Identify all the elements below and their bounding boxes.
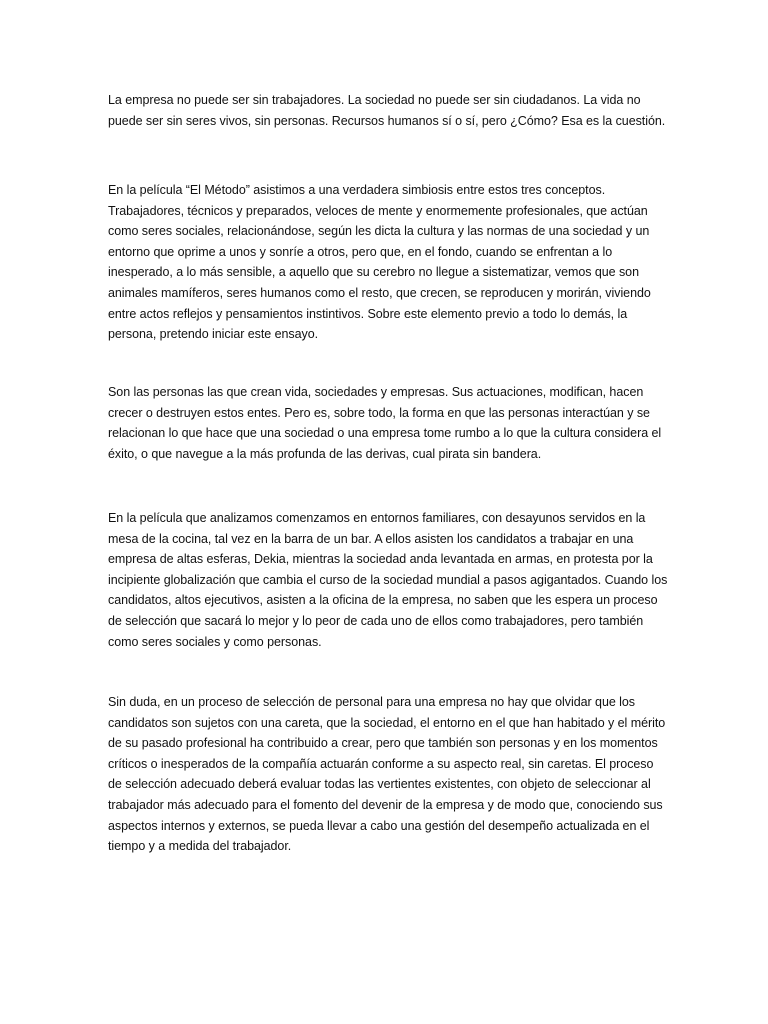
paragraph-1: La empresa no puede ser sin trabajadores. La sociedad no puede ser sin ciudadanos. La vida no puede ser sin seres vivos, sin personas. Recursos humanos sí o sí, pero ¿Cómo? Esa es la cuestión.: [108, 93, 666, 128]
paragraph-5: Sin duda, en un proceso de selección de personal para una empresa no hay que olvidar que los candidatos son sujetos con una careta, que la sociedad, el entorno en el que han habitado y el mérito de su pasado profesional ha contribuido a crear, pero que también son personas y en los momentos críticos o inesperados de la compañía actuarán conforme a su aspecto real, sin caretas. El proceso de selección adecuado deberá evaluar todas las vertientes existentes, con objeto de seleccionar al trabajador más adecuado para el fomento del devenir de la empresa y de modo que, conociendo sus aspectos internos y externos, se pueda llevar a cabo una gestión del desempeño actualizada en el tiempo y a medida del trabajador.: [108, 695, 666, 854]
paragraph-2: En la película “El Método” asistimos a una verdadera simbiosis entre estos tres conceptos. Trabajadores, técnicos y preparados, veloces de mente y enormemente profesionales, que actúan como seres sociales, relacionándose, según les dicta la cultura y las normas de una sociedad y un entorno que oprime a unos y sonríe a otros, pero que, en el fondo, cuando se enfrentan a lo inesperado, a lo más sensible, a aquello que su cerebro no llegue a sistematizar, vemos que son animales mamíferos, seres humanos como el resto, que crecen, se reproducen y morirán, viviendo entre actos reflejos y pensamientos instintivos. Sobre este elemento previo a todo lo demás, la persona, pretendo iniciar este ensayo.: [108, 183, 651, 342]
paragraph-4: En la película que analizamos comenzamos en entornos familiares, con desayunos servidos en la mesa de la cocina, tal vez en la barra de un bar. A ellos asisten los candidatos a trabajar en una empresa de altas esferas, Dekia, mientras la sociedad anda levantada en armas, en protesta por la incipiente globalización que cambia el curso de la sociedad mundial a pasos agigantados. Cuando los candidatos, altos ejecutivos, asisten a la oficina de la empresa, no saben que les espera un proceso de selección que sacará lo mejor y lo peor de cada uno de ellos como trabajadores, pero también como seres sociales y como personas.: [108, 511, 668, 649]
paragraph-3: Son las personas las que crean vida, sociedades y empresas. Sus actuaciones, modifican, hacen crecer o destruyen estos entes. Pero es, sobre todo, la forma en que las personas interactúan y se relacionan lo que hace que una sociedad o una empresa tome rumbo a lo que la cultura considera el éxito, o que navegue a la más profunda de las derivas, cual pirata sin bandera.: [108, 385, 662, 461]
